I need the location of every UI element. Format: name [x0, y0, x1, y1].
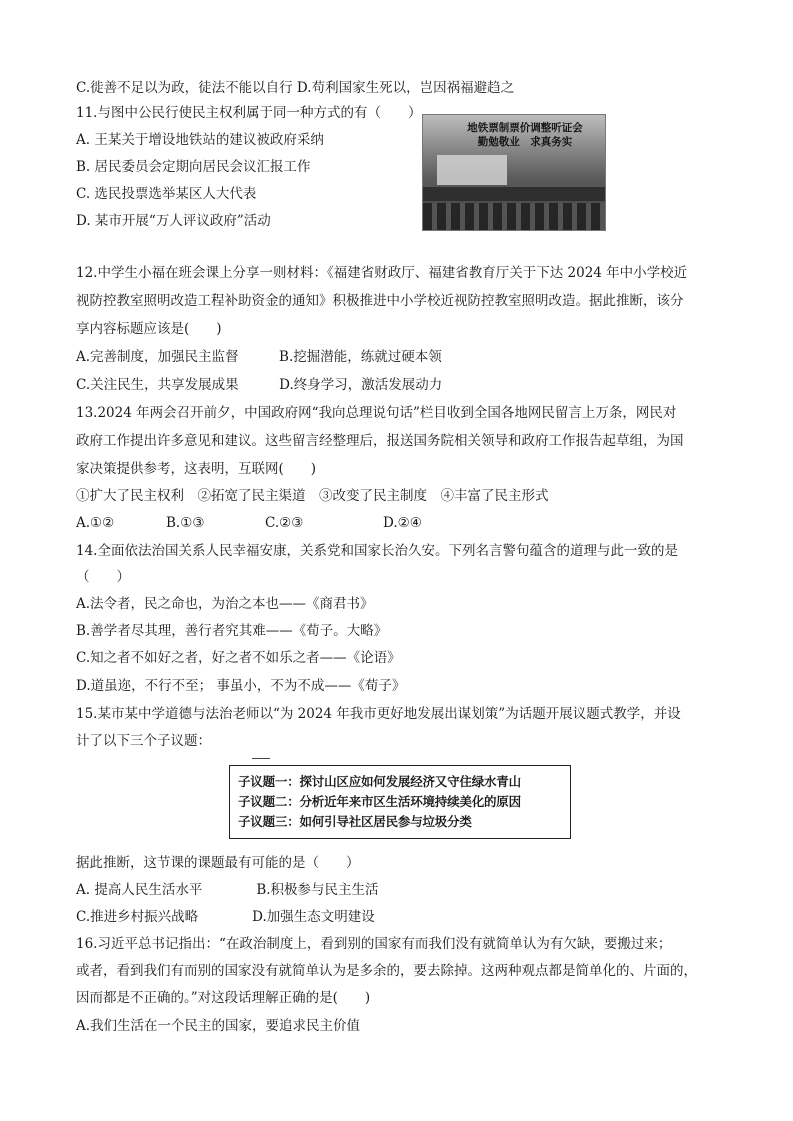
sub-topic-2: 子议题二：分析近年来市区生活环境持续美化的原因 [238, 794, 521, 809]
photo-banner: 地铁票制票价调整听证会 勤勉敬业 求真务实 [467, 122, 583, 148]
q13-option-d: D.②④ [383, 515, 422, 531]
q13-stem-line1: 13.2024 年两会召开前夕，中国政府网“我向总理说句话”栏目收到全国各地网民留言上万条，网民对 [76, 405, 677, 421]
q13-statements: ①扩大了民主权利 ②拓宽了民主渠道 ③改变了民主制度 ④丰富了民主形式 [76, 488, 549, 504]
q14-option-d: D.道虽迩，不行不至； 事虽小，不为不成——《荀子》 [76, 678, 406, 694]
q13-option-b: B.①③ [166, 515, 205, 531]
q12-options-ab: A.完善制度，加强民主监督 B.挖掘潜能，练就过硬本领 [76, 349, 442, 365]
hearing-photo [422, 114, 606, 231]
q15-stem-line2: 计了以下三个子议题： [76, 733, 211, 749]
q16-stem-line3: 因而都是不正确的。”对这段话理解正确的是( ) [76, 990, 371, 1006]
q13-stem-line2: 政府工作提出许多意见和建议。这些留言经整理后，报送国务院相关领导和政府工作报告起草组，为国 [76, 433, 684, 449]
q16-option-a: A.我们生活在一个民主的国家，要追求民主价值 [76, 1018, 361, 1034]
q11-option-d: D. 某市开展“万人评议政府”活动 [76, 213, 271, 229]
q12-stem-line2: 视防控教室照明改造工程补助资金的通知》积极推进中小学校近视防控教室照明改造。据此推断，该分 [76, 293, 684, 309]
q15-options-ab: A. 提高人民生活水平 B.积极参与民主生活 [76, 882, 379, 898]
q13-stem-line3: 家决策提供参考，这表明，互联网( ) [76, 461, 317, 477]
q16-stem-line1: 16.习近平总书记指出：“在政治制度上，看到别的国家有而我们没有就简单认为有欠缺，要搬过来； [76, 936, 672, 952]
q15-stem-line1: 15.某市某中学道德与法治老师以“为 2024 年我市更好地发展出谋划策”为话题开展议题式教学，并设 [76, 706, 681, 722]
q12-options-cd: C.关注民生，共享发展成果 D.终身学习，激活发展动力 [76, 377, 443, 393]
q13-option-c: C.②③ [265, 515, 304, 531]
q14-option-c: C.知之者不如好之者，好之者不如乐之者——《论语》 [76, 650, 401, 666]
sub-topic-3: 子议题三：如何引导社区居民参与垃圾分类 [238, 814, 472, 829]
q10-options-cd: C.徙善不足以为政，徒法不能以自行 D.苟利国家生死以，岂因祸福避趋之 [76, 80, 515, 96]
q14-option-b: B.善学者尽其理，善行者究其难——《荀子。大略》 [76, 623, 388, 639]
q11-option-a: A. 王某关于增设地铁站的建议被政府采纳 [76, 132, 324, 148]
q11-stem: 11.与图中公民行使民主权利属于同一种方式的有（ ） [76, 105, 422, 121]
q12-stem-line1: 12.中学生小福在班会课上分享一则材料：《福建省财政厅、福建省教育厅关于下达 2024 年中小学校近 [76, 265, 688, 281]
q12-stem-line3: 享内容标题应该是( ) [76, 321, 222, 337]
sub-topic-1: 子议题一：探讨山区应如何发展经济又守住绿水青山 [238, 774, 521, 789]
q11-option-b: B. 居民委员会定期向居民会议汇报工作 [76, 159, 311, 175]
q11-option-c: C. 选民投票选举某区人大代表 [76, 186, 257, 202]
sub-topics-box [229, 765, 571, 839]
q15-options-cd: C.推进乡村振兴战略 D.加强生态文明建设 [76, 909, 375, 925]
q14-option-a: A.法令者，民之命也，为治之本也——《商君书》 [76, 596, 374, 612]
q15-question: 据此推断，这节课的课题最有可能的是（ ） [76, 855, 360, 871]
q14-stem-line2: （ ） [76, 569, 130, 585]
q14-stem-line1: 14.全面依法治国关系人民幸福安康，关系党和国家长治久安。下列名言警句蕴含的道理与此一致的是 [76, 543, 678, 559]
q13-option-a: A.①② [76, 515, 115, 531]
q16-stem-line2: 或者，看到我们有而别的国家没有就简单认为是多余的，要去除掉。这两种观点都是简单化的、片面的， [76, 963, 697, 979]
